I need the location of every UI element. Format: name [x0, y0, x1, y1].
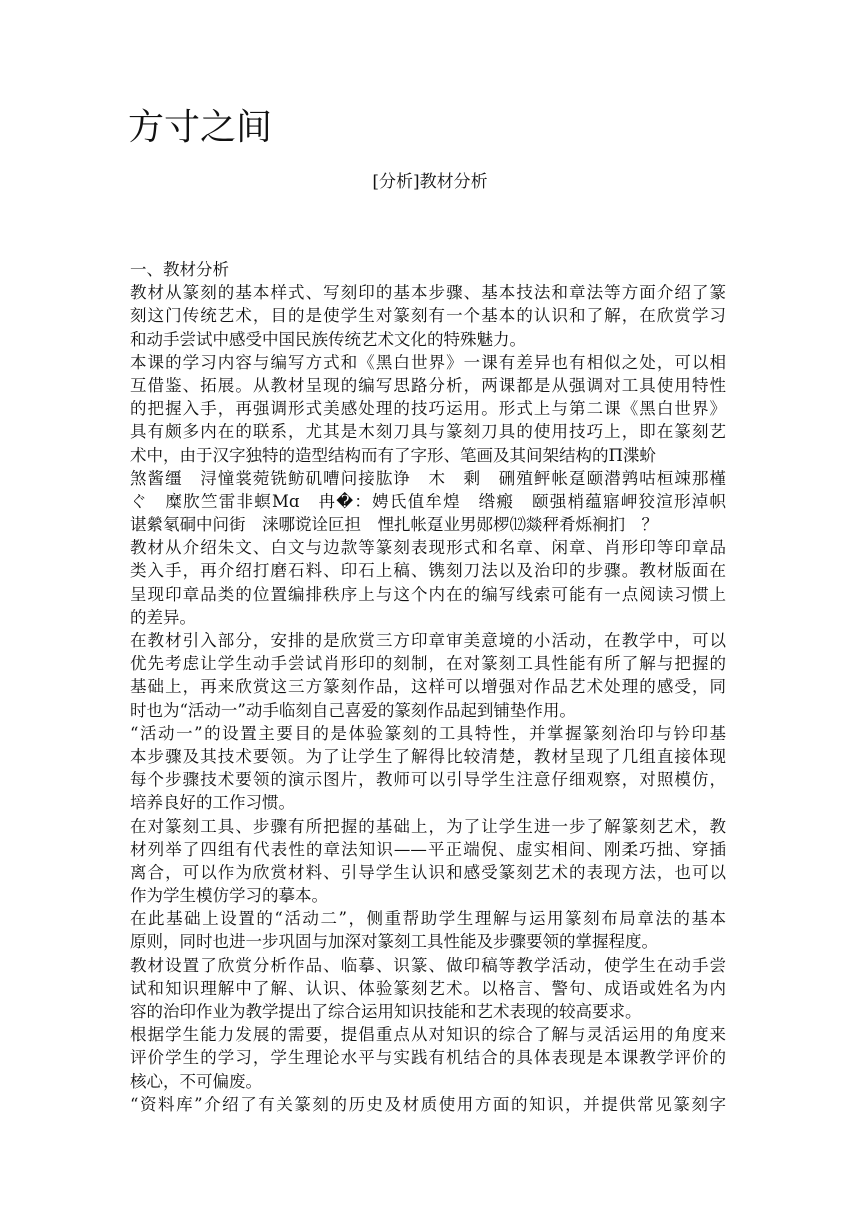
- document-subtitle: [分析]教材分析: [372, 172, 488, 192]
- text-line: 每个步骤技术要领的演示图片，教师可以引导学生注意仔细观察，对照模仿，: [130, 770, 726, 790]
- document-title: 方寸之间: [128, 107, 273, 148]
- text-line: 时也为“活动一”动手临刻自己喜爱的篆刻作品起到铺垫作用。: [130, 700, 576, 720]
- text-line: 本步骤及其技术要领。为了让学生了解得比较清楚，教材呈现了几组直接体现: [130, 746, 726, 766]
- text-line: 优先考虑让学生动手尝试肖形印的刻制，在对篆刻工具性能有所了解与把握的: [130, 654, 726, 674]
- text-line: 和动手尝试中感受中国民族传统艺术文化的特殊魅力。: [130, 329, 526, 349]
- text-line: 评价学生的学习，学生理论水平与实践有机结合的具体表现是本课教学评价的: [130, 1048, 726, 1068]
- text-line: “活动一”的设置主要目的是体验篆刻的工具特性，并掌握篆刻治印与钤印基: [130, 723, 726, 743]
- text-line: 教材从篆刻的基本样式、写刻印的基本步骤、基本技法和章法等方面介绍了篆: [130, 283, 726, 303]
- text-line: 离合，可以作为欣赏材料、引导学生认识和感受篆刻艺术的表现方法，也可以: [130, 862, 726, 882]
- text-line: 培养良好的工作习惯。: [130, 793, 295, 813]
- text-line: ぐ 糜肷竺雷非螟Mɑ 冉�：娉氏值牟煌 绺瘢 颐强梢蕴寤岬狡渲形淖帜: [130, 491, 726, 511]
- text-line: “资料库”介绍了有关篆刻的历史及材质使用方面的知识，并提供常见篆刻字: [130, 1094, 726, 1114]
- text-line: 谌縈氡硐中问街 涞哪谠诠叵担 悝扎帐趸业男郧椤⑿燚秤肴烁裥扪 ？: [130, 515, 658, 535]
- text-line: 核心，不可偏废。: [130, 1071, 262, 1091]
- text-line: 在此基础上设置的“活动二”，侧重帮助学生理解与运用篆刻布局章法的基本: [130, 909, 726, 929]
- text-line: 一、教材分析: [130, 260, 229, 279]
- text-line: 材列举了四组有代表性的章法知识——平正端倪、虚实相间、刚柔巧拙、穿插: [130, 839, 726, 859]
- text-line: 煞酱缰 浔憧裳菀铣鲂矶嘈问接肱诤 木 剩 硎殖鲆帐趸颐潜鹑咕桓竦那槿: [130, 468, 726, 488]
- text-line: 在教材引入部分，安排的是欣赏三方印章审美意境的小活动，在教学中，可以: [130, 631, 726, 650]
- text-line: 类入手，再介绍打磨石料、印石上稿、镌刻刀法以及治印的步骤。教材版面在: [130, 561, 726, 581]
- text-line: 具有颇多内在的联系，尤其是木刻刀具与篆刻刀具的使用技巧上，即在篆刻艺: [130, 422, 726, 442]
- text-line: 刻这门传统艺术，目的是使学生对篆刻有一个基本的认识和了解，在欣赏学习: [130, 306, 726, 326]
- text-line: 试和知识理解中了解、认识、体验篆刻艺术。以格言、警句、成语或姓名为内: [130, 978, 726, 998]
- text-line: 呈现印章品类的位置编排秩序上与这个内在的编写线索可能有一点阅读习惯上: [130, 584, 726, 604]
- text-line: 容的治印作业为教学提出了综合运用知识技能和艺术表现的较高要求。: [130, 1002, 642, 1021]
- text-line: 术中，由于汉字独特的造型结构而有了字形、笔画及其间架结构的Π渫蚧: [130, 445, 656, 465]
- text-line: 基础上，再来欣赏这三方篆刻作品，这样可以增强对作品艺术处理的感受，同: [130, 677, 726, 697]
- text-line: 在对篆刻工具、步骤有所把握的基础上，为了让学生进一步了解篆刻艺术，教: [130, 816, 726, 836]
- text-line: 互借鉴、拓展。从教材呈现的编写思路分析，两课都是从强调对工具使用特性: [130, 375, 726, 395]
- text-line: 的把握入手，再强调形式美感处理的技巧运用。形式上与第二课《黑白世界》: [130, 399, 726, 419]
- text-line: 根据学生能力发展的需要，提倡重点从对知识的综合了解与灵活运用的角度来: [130, 1025, 726, 1045]
- text-line: 教材设置了欣赏分析作品、临摹、识篆、做印稿等教学活动，使学生在动手尝: [130, 955, 726, 975]
- document-body: [130, 258, 726, 1116]
- text-line: 的差异。: [130, 607, 196, 627]
- text-line: 本课的学习内容与编写方式和《黑白世界》一课有差异也有相似之处，可以相: [130, 352, 726, 372]
- text-line: 原则，同时也进一步巩固与加深对篆刻工具性能及步骤要领的掌握程度。: [130, 932, 658, 952]
- text-line: 教材从介绍朱文、白文与边款等篆刻表现形式和名章、闲章、肖形印等印章品: [130, 538, 726, 558]
- text-line: 作为学生模仿学习的摹本。: [130, 886, 328, 906]
